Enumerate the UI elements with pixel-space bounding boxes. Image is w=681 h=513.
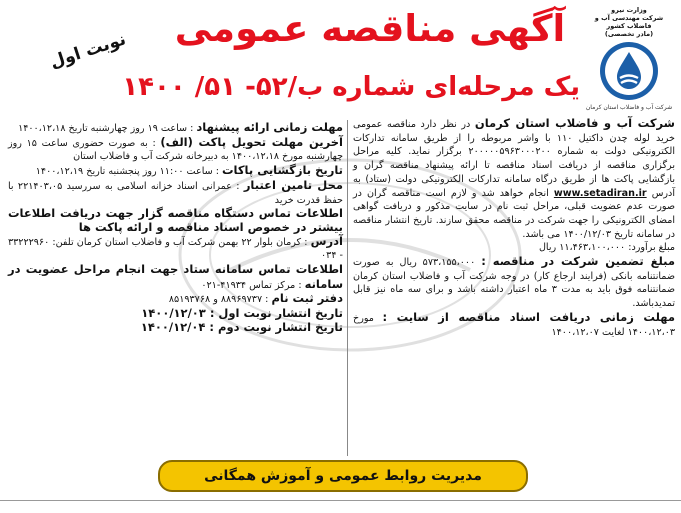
bottom-border <box>0 500 681 501</box>
tender-description: در نظر دارد مناقصه عمومی خرید لوله چدن داکتیل ۱۱۰ با واشر مربوطه را از طریق سامانه تدارکات الکترونیکی دولت به شماره ۲۰۰۰۰۰۵۹۶۳۰۰۰۲۰۰ برگزار نماید. کلیه مراحل برگزاری مناقصه از دریافت اسناد مناقصه تا ارائه پیشنهاد مناقصه گران و بازگشایی پاکت ها از طریق درگاه سامانه تدارکات الکترونیکی دولت (ستاد) به آدرس <box>353 119 675 199</box>
registration-office-heading: دفتر ثبت نام <box>271 291 343 306</box>
company-logo-block <box>583 6 675 116</box>
left-text-column <box>8 121 343 335</box>
company-note: (مادر تخصصی) <box>604 30 654 38</box>
setad-contact-heading: اطلاعات تماس سامانه ستاد جهت انجام مراحل عضویت در سامانه <box>8 262 343 291</box>
packet-deadline-heading: آخرین مهلت تحویل پاکت (الف) <box>160 134 343 149</box>
opening-date-heading: تاریخ بازگشایی پاکات <box>222 163 343 178</box>
notice-title: آگهی مناقصه عمومی <box>174 7 566 50</box>
credit-source-heading: محل تامین اعتبار <box>243 177 343 192</box>
document-deadline-heading: مهلت زمانی دریافت اسناد مناقصه از سایت : <box>382 309 675 324</box>
offer-deadline-details: : ساعت ۱۹ روز چهارشنبه تاریخ ۱۴۰۰،۱۲،۱۸ <box>18 123 197 134</box>
right-text-column <box>353 117 675 339</box>
first-publication-stamp: نوبت اول <box>47 29 129 73</box>
address-heading: آدرس <box>310 233 343 248</box>
registration-office-phones: : ۸۸۹۶۹۷۳۷ و ۸۵۱۹۳۷۶۸ <box>168 294 272 306</box>
company-short-name: شرکت مهندسی آب و فاضلاب کشور <box>594 14 664 30</box>
setad-contact-details: : مرکز تماس ۴۱۹۳۴-۰۲۱ <box>201 279 305 291</box>
document-deadline-dates: مورخ ۱۴۰۰،۱۲،۰۳ لغایت ۱۴۰۰،۱۲،۰۷ <box>353 312 675 338</box>
ministry-name: وزارت نیرو <box>611 6 647 14</box>
column-divider <box>347 120 348 456</box>
logo-caption: شرکت آب و فاضلاب استان کرمان <box>585 104 673 111</box>
guarantee-details: ۵۷۳،۱۵۵،۰۰۰ ریال به صورت ضمانتنامه بانکی (فرایند ارجاع کار) در وجه شرکت آب و فاضلاب استان کرمان ضمانتنامه فوق باید به مدت ۳ ماه اعتبار داشته باشد و برای سه ماه نیز قابل تمدیدباشد. <box>353 257 675 310</box>
credit-source-details: : عمرانی اسناد خزانه اسلامی به سررسید ۲۲۱۴۰۳،۰۵ با حفظ قدرت خرید <box>8 180 343 206</box>
offer-deadline-heading: مهلت زمانی ارائه پیشنهاد <box>196 120 343 134</box>
notice-subtitle: یک مرحله‌ای شماره ب/۵۲- ۵۱/ ۱۴۰۰ <box>122 72 580 102</box>
registration-instructions: انجام خواهد شد و لازم است مناقصه گران در صورت عدم عضویت قبلی، مراحل ثبت نام در سایت مذکور و دریافت گواهی امضای الکترونیکی را جهت شرکت در مناقصه محقق سازند. تاریخ انتشار مناقصه در سامانه تاریخ ۱۴۰۰/۱۲/۰۳ می باشد. <box>353 187 675 240</box>
first-publication-date: تاریخ انتشار نوبت اول : ۱۴۰۰/۱۲/۰۳ <box>141 306 343 321</box>
packet-deadline-details: : به صورت حضوری ساعت ۱۵ روز چهارشنبه مورخ ۱۴۰۰،۱۲،۱۸ به دبیرخانه شرکت آب و فاضلاب استان <box>8 137 343 163</box>
company-name-lead: شرکت آب و فاضلاب استان کرمان <box>474 116 675 130</box>
setad-website-link[interactable]: www.setadiran.ir <box>553 187 647 199</box>
second-publication-date: تاریخ انتشار نوبت دوم : ۱۴۰۰/۱۲/۰۴ <box>140 319 343 334</box>
opening-date-details: : ساعت ۱۱:۰۰ روز پنجشنبه تاریخ ۱۴۰۰،۱۲،۱۹ <box>35 166 222 178</box>
address-details: : کرمان بلوار ۲۲ بهمن شرکت آب و فاضلاب استان کرمان تلفن: ۳۳۲۲۲۹۶۰ - ۰۳۴ <box>8 236 343 262</box>
water-drop-logo-icon <box>598 40 660 102</box>
public-relations-footer: مدیریت روابط عمومی و آموزش همگانی <box>158 460 528 492</box>
guarantee-heading: مبلغ تضمین شرکت در مناقصه : <box>481 254 675 269</box>
estimate-amount: مبلغ برآورد: ۱۱،۴۶۳،۱۰۰،۰۰۰ ریال <box>538 242 675 254</box>
contact-info-heading: اطلاعات تماس دستگاه مناقصه گزار جهت دریافت اطلاعات بیشتر در خصوص اسناد مناقصه و ارائه پاکت ها <box>8 206 343 234</box>
